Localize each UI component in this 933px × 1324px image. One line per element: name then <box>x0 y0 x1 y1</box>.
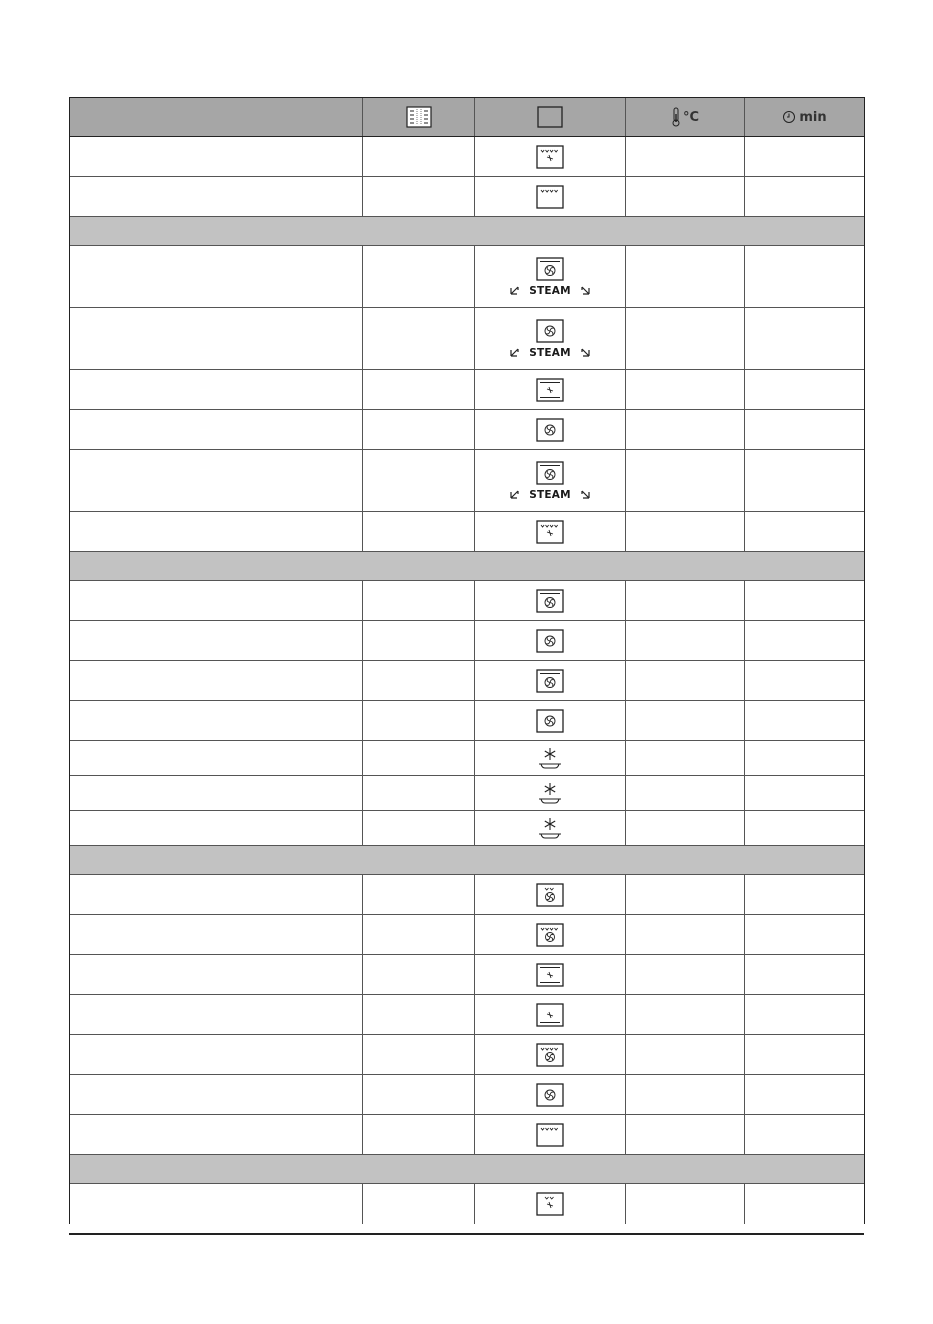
table-row <box>70 1075 864 1115</box>
fan-heat-icon <box>536 418 564 442</box>
time-cell <box>745 811 864 845</box>
grill-fan-heat-icon <box>536 923 564 947</box>
fan-top-bottom-icon <box>536 378 564 402</box>
shelf-cell <box>363 410 475 449</box>
shelf-cell <box>363 370 475 409</box>
time-cell <box>745 410 864 449</box>
dish-cell <box>70 410 363 449</box>
steam-out-arrow-icon <box>580 489 591 500</box>
steam-label <box>509 347 590 359</box>
fan-heat-top-icon <box>536 669 564 693</box>
function-cell <box>475 137 626 176</box>
shelf-cell <box>363 1035 475 1074</box>
temperature-cell <box>626 450 745 511</box>
function-cell <box>475 915 626 954</box>
cooking-table <box>69 97 865 1224</box>
steam-text: STEAM <box>529 284 571 297</box>
temperature-cell <box>626 701 745 740</box>
header-time <box>745 98 864 136</box>
steam-in-arrow-icon <box>509 285 520 296</box>
table-row <box>70 955 864 995</box>
function-cell <box>475 741 626 775</box>
table-row <box>70 875 864 915</box>
table-row <box>70 741 864 776</box>
function-cell <box>475 1115 626 1154</box>
steam-label <box>509 285 590 297</box>
time-cell <box>745 370 864 409</box>
dish-cell <box>70 581 363 620</box>
oven-function-icon <box>537 106 563 128</box>
temperature-cell <box>626 741 745 775</box>
temperature-cell <box>626 1115 745 1154</box>
defrost-icon <box>536 745 564 771</box>
temperature-cell <box>626 776 745 810</box>
section-cell <box>70 846 864 874</box>
function-cell <box>475 308 626 369</box>
table-row <box>70 661 864 701</box>
function-cell <box>475 370 626 409</box>
temperature-cell <box>626 1075 745 1114</box>
function-cell <box>475 995 626 1034</box>
table-row <box>70 450 864 512</box>
shelf-cell <box>363 177 475 216</box>
fan-heat-icon <box>536 709 564 733</box>
temperature-cell <box>626 661 745 700</box>
defrost-icon <box>536 815 564 841</box>
shelf-cell <box>363 137 475 176</box>
table-row <box>70 370 864 410</box>
steam-text: STEAM <box>529 488 571 501</box>
dish-cell <box>70 741 363 775</box>
header-temperature <box>626 98 745 136</box>
dish-cell <box>70 370 363 409</box>
time-cell <box>745 776 864 810</box>
dish-cell <box>70 661 363 700</box>
time-cell <box>745 875 864 914</box>
temperature-cell <box>626 995 745 1034</box>
shelf-cell <box>363 741 475 775</box>
function-cell <box>475 875 626 914</box>
shelf-cell <box>363 776 475 810</box>
shelf-cell <box>363 512 475 551</box>
function-cell <box>475 177 626 216</box>
header-dish <box>70 98 363 136</box>
function-cell <box>475 811 626 845</box>
fan-heat-top-icon <box>536 461 564 485</box>
shelf-cell <box>363 995 475 1034</box>
time-cell <box>745 955 864 994</box>
table-row <box>70 701 864 741</box>
table-row <box>70 581 864 621</box>
shelf-cell <box>363 246 475 307</box>
temperature-cell <box>626 137 745 176</box>
function-cell <box>475 1075 626 1114</box>
temperature-unit: °C <box>682 109 700 125</box>
dish-cell <box>70 1035 363 1074</box>
steam-out-arrow-icon <box>580 285 591 296</box>
dish-cell <box>70 308 363 369</box>
time-cell <box>745 137 864 176</box>
time-cell <box>745 1115 864 1154</box>
shelf-cell <box>363 621 475 660</box>
temperature-cell <box>626 875 745 914</box>
steam-text: STEAM <box>529 346 571 359</box>
temperature-cell <box>626 1035 745 1074</box>
function-cell <box>475 581 626 620</box>
table-row <box>70 1035 864 1075</box>
table-row <box>70 995 864 1035</box>
table-row <box>70 1184 864 1224</box>
fan-top-bottom-icon <box>536 963 564 987</box>
table-row <box>70 811 864 846</box>
function-cell <box>475 246 626 307</box>
function-cell <box>475 661 626 700</box>
fan-heat-top-icon <box>536 589 564 613</box>
table-row <box>70 410 864 450</box>
dish-cell <box>70 995 363 1034</box>
time-cell <box>745 1184 864 1224</box>
time-unit: min <box>799 109 827 125</box>
temperature-cell <box>626 955 745 994</box>
time-cell <box>745 915 864 954</box>
section-cell <box>70 552 864 580</box>
function-cell <box>475 450 626 511</box>
dish-cell <box>70 177 363 216</box>
temperature-cell <box>626 1184 745 1224</box>
function-cell <box>475 1184 626 1224</box>
table-row <box>70 512 864 552</box>
section-header-row <box>70 1155 864 1184</box>
dish-cell <box>70 246 363 307</box>
time-cell <box>745 581 864 620</box>
time-cell <box>745 512 864 551</box>
temperature-cell <box>626 621 745 660</box>
function-cell <box>475 1035 626 1074</box>
table-row <box>70 246 864 308</box>
temperature-cell <box>626 811 745 845</box>
function-cell <box>475 701 626 740</box>
section-header-row <box>70 552 864 581</box>
shelf-cell <box>363 661 475 700</box>
fan-heat-top-icon <box>536 257 564 281</box>
function-cell <box>475 955 626 994</box>
function-cell <box>475 410 626 449</box>
temperature-cell <box>626 581 745 620</box>
time-cell <box>745 450 864 511</box>
shelf-cell <box>363 450 475 511</box>
section-cell <box>70 1155 864 1183</box>
table-row <box>70 308 864 370</box>
temperature-cell <box>626 410 745 449</box>
steam-in-arrow-icon <box>509 489 520 500</box>
shelf-cell <box>363 811 475 845</box>
shelf-levels-icon <box>406 106 432 128</box>
table-row <box>70 776 864 811</box>
header-shelf <box>363 98 475 136</box>
small-grill-fan-heat-icon <box>536 883 564 907</box>
dish-cell <box>70 1184 363 1224</box>
fan-bottom-icon <box>536 1003 564 1027</box>
top-heat-icon <box>536 185 564 209</box>
shelf-cell <box>363 308 475 369</box>
shelf-cell <box>363 1075 475 1114</box>
time-cell <box>745 995 864 1034</box>
function-cell <box>475 776 626 810</box>
fan-top-heat-icon <box>536 145 564 169</box>
temperature-cell <box>626 512 745 551</box>
shelf-cell <box>363 1184 475 1224</box>
top-heat-icon <box>536 1123 564 1147</box>
table-row <box>70 621 864 661</box>
dish-cell <box>70 137 363 176</box>
shelf-cell <box>363 1115 475 1154</box>
header-function <box>475 98 626 136</box>
function-cell <box>475 512 626 551</box>
time-cell <box>745 1035 864 1074</box>
section-cell <box>70 217 864 245</box>
fan-heat-icon <box>536 629 564 653</box>
dish-cell <box>70 915 363 954</box>
dish-cell <box>70 1075 363 1114</box>
table-header <box>70 98 864 137</box>
time-cell <box>745 308 864 369</box>
shelf-cell <box>363 915 475 954</box>
time-cell <box>745 177 864 216</box>
dish-cell <box>70 811 363 845</box>
temperature-cell <box>626 370 745 409</box>
dish-cell <box>70 701 363 740</box>
fan-heat-icon <box>536 319 564 343</box>
time-cell <box>745 621 864 660</box>
dish-cell <box>70 1115 363 1154</box>
table-bottom-rule <box>69 1233 864 1235</box>
function-cell <box>475 621 626 660</box>
shelf-cell <box>363 955 475 994</box>
thermometer-icon <box>671 107 681 127</box>
dish-cell <box>70 875 363 914</box>
temperature-cell <box>626 915 745 954</box>
dish-cell <box>70 776 363 810</box>
time-cell <box>745 246 864 307</box>
grill-fan-heat-icon <box>536 1043 564 1067</box>
clock-icon <box>782 110 796 124</box>
dish-cell <box>70 955 363 994</box>
temperature-cell <box>626 177 745 216</box>
dish-cell <box>70 450 363 511</box>
section-header-row <box>70 846 864 875</box>
time-cell <box>745 741 864 775</box>
temperature-cell <box>626 246 745 307</box>
table-row <box>70 1115 864 1155</box>
temperature-cell <box>626 308 745 369</box>
fan-heat-icon <box>536 1083 564 1107</box>
fan-top-heat-icon <box>536 520 564 544</box>
steam-out-arrow-icon <box>580 347 591 358</box>
time-cell <box>745 661 864 700</box>
small-grill-fan-icon <box>536 1192 564 1216</box>
shelf-cell <box>363 701 475 740</box>
section-header-row <box>70 217 864 246</box>
steam-label <box>509 489 590 501</box>
table-row <box>70 915 864 955</box>
shelf-cell <box>363 875 475 914</box>
time-cell <box>745 701 864 740</box>
defrost-icon <box>536 780 564 806</box>
dish-cell <box>70 621 363 660</box>
table-row <box>70 137 864 177</box>
table-row <box>70 177 864 217</box>
shelf-cell <box>363 581 475 620</box>
dish-cell <box>70 512 363 551</box>
steam-in-arrow-icon <box>509 347 520 358</box>
time-cell <box>745 1075 864 1114</box>
